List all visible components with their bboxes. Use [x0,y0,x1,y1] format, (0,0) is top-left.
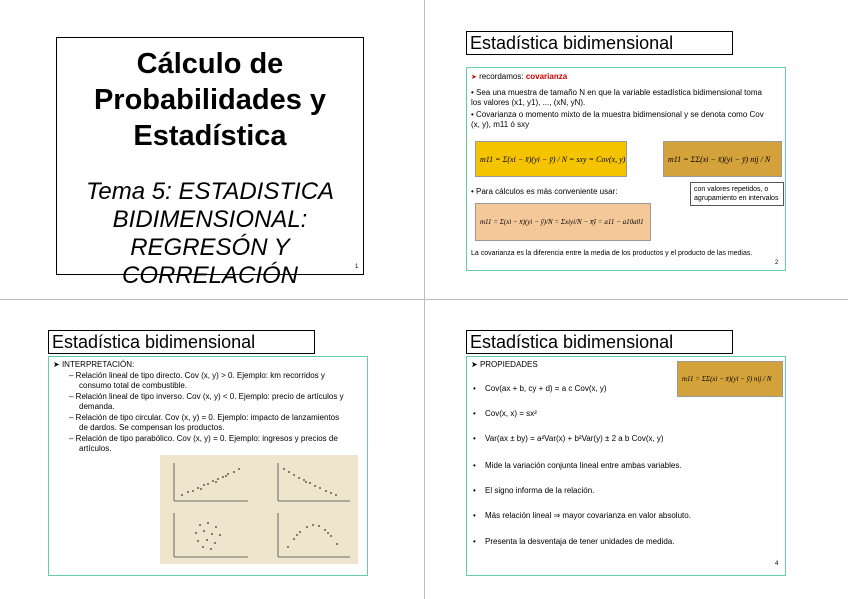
scatter-plots-icon [160,455,358,564]
covariance-footer: La covarianza es la diferencia entre la media de los productos y el producto de las medias. [471,250,753,257]
alt-covariance-formula: m11 = Σ(xi − x̄)(yi − ȳ)/N = Σxiyi/N − x̄ȳ = a11 − a10a01 [475,203,651,241]
property-item: • Cov(ax + b, cy + d) = a c Cov(x, y) [473,384,607,393]
grouped-note: con valores repetidos, o agrupamiento en intervalos [690,182,784,206]
covariance-formula: m11 = Σ(xi − x̄)(yi − ȳ) / N = sxy = Cov(x, y) [475,141,627,177]
property-item: • Mide la variación conjunta lineal entre ambas variables. [473,461,682,470]
list-item: demanda. [79,402,115,411]
title-box [56,37,364,289]
propiedades-heading: ➤ PROPIEDADES [471,360,538,369]
list-item: – Relación lineal de tipo directo. Cov (x, y) > 0. Ejemplo: km recorridos y [69,371,325,380]
list-item: – Relación de tipo circular. Cov (x, y) = 0. Ejemplo: impacto de lanzamientos [69,413,340,422]
bullet-text: • Covarianza o momento mixto de la muestra bidimensional y se denota como Cov [471,110,764,119]
grouped-covariance-formula: m11 = ΣΣ(xi − x̄)(yi − ȳ) nij / N [677,361,783,397]
list-item: artículos. [79,444,112,453]
slide-2-title: Estadística bidimensional [466,31,733,55]
slide-1-title: Cálculo de Probabilidades y Estadística [93,48,327,152]
slide-1-subtitle: Tema 5: ESTADISTICA BIDIMENSIONAL: REGRESÓN Y CORRELACIÓN [85,178,335,289]
bullet-text: • Sea una muestra de tamaño N en que la variable estadística bidimensional toma [471,88,762,97]
scatter-examples-image [160,455,358,564]
slide-4-title: Estadística bidimensional [466,330,733,354]
property-item: • El signo informa de la relación. [473,486,595,495]
page-number: 4 [775,561,779,567]
interpretacion-heading: ➤ INTERPRETACIÓN: [53,360,135,369]
slide-2-content [466,67,786,271]
property-item: • Cov(x, x) = sx² [473,409,537,418]
property-item: • Var(ax ± by) = a²Var(x) + b²Var(y) ± 2 a b Cov(x, y) [473,434,664,443]
list-item: – Relación de tipo parabólico. Cov (x, y) = 0. Ejemplo: ingresos y precios de [69,434,338,443]
bullet-text: (x, y), m11 ó sxy [471,120,530,129]
bullet-text: • Para cálculos es más conveniente usar: [471,187,618,196]
property-item: • Presenta la desventaja de tener unidades de medida. [473,537,675,546]
bullet-text: los valores (x1, y1), ..., (xN, yN). [471,98,586,107]
page-number: 2 [775,260,779,266]
list-item: – Relación lineal de tipo inverso. Cov (x, y) < 0. Ejemplo: precio de artículos y [69,392,344,401]
arrow-bullet-icon: ➤ [471,360,478,369]
horizontal-divider [0,299,848,300]
arrow-bullet-icon: ➤ [471,74,477,81]
property-item: • Más relación lineal ⇒ mayor covarianza en valor absoluto. [473,511,691,520]
arrow-bullet-icon: ➤ [53,360,60,369]
list-item: consumo total de combustible. [79,381,188,390]
list-item: de dardos. Se compensan los productos. [79,423,225,432]
slide-4-content [466,356,786,576]
recordamos-line: ➤ recordamos: covarianza [471,72,568,81]
grouped-covariance-formula: m11 = ΣΣ(xi − x̄)(yi − ȳ) nij / N [663,141,782,177]
page-number: 1 [355,264,359,270]
slide-3-title: Estadística bidimensional [48,330,315,354]
